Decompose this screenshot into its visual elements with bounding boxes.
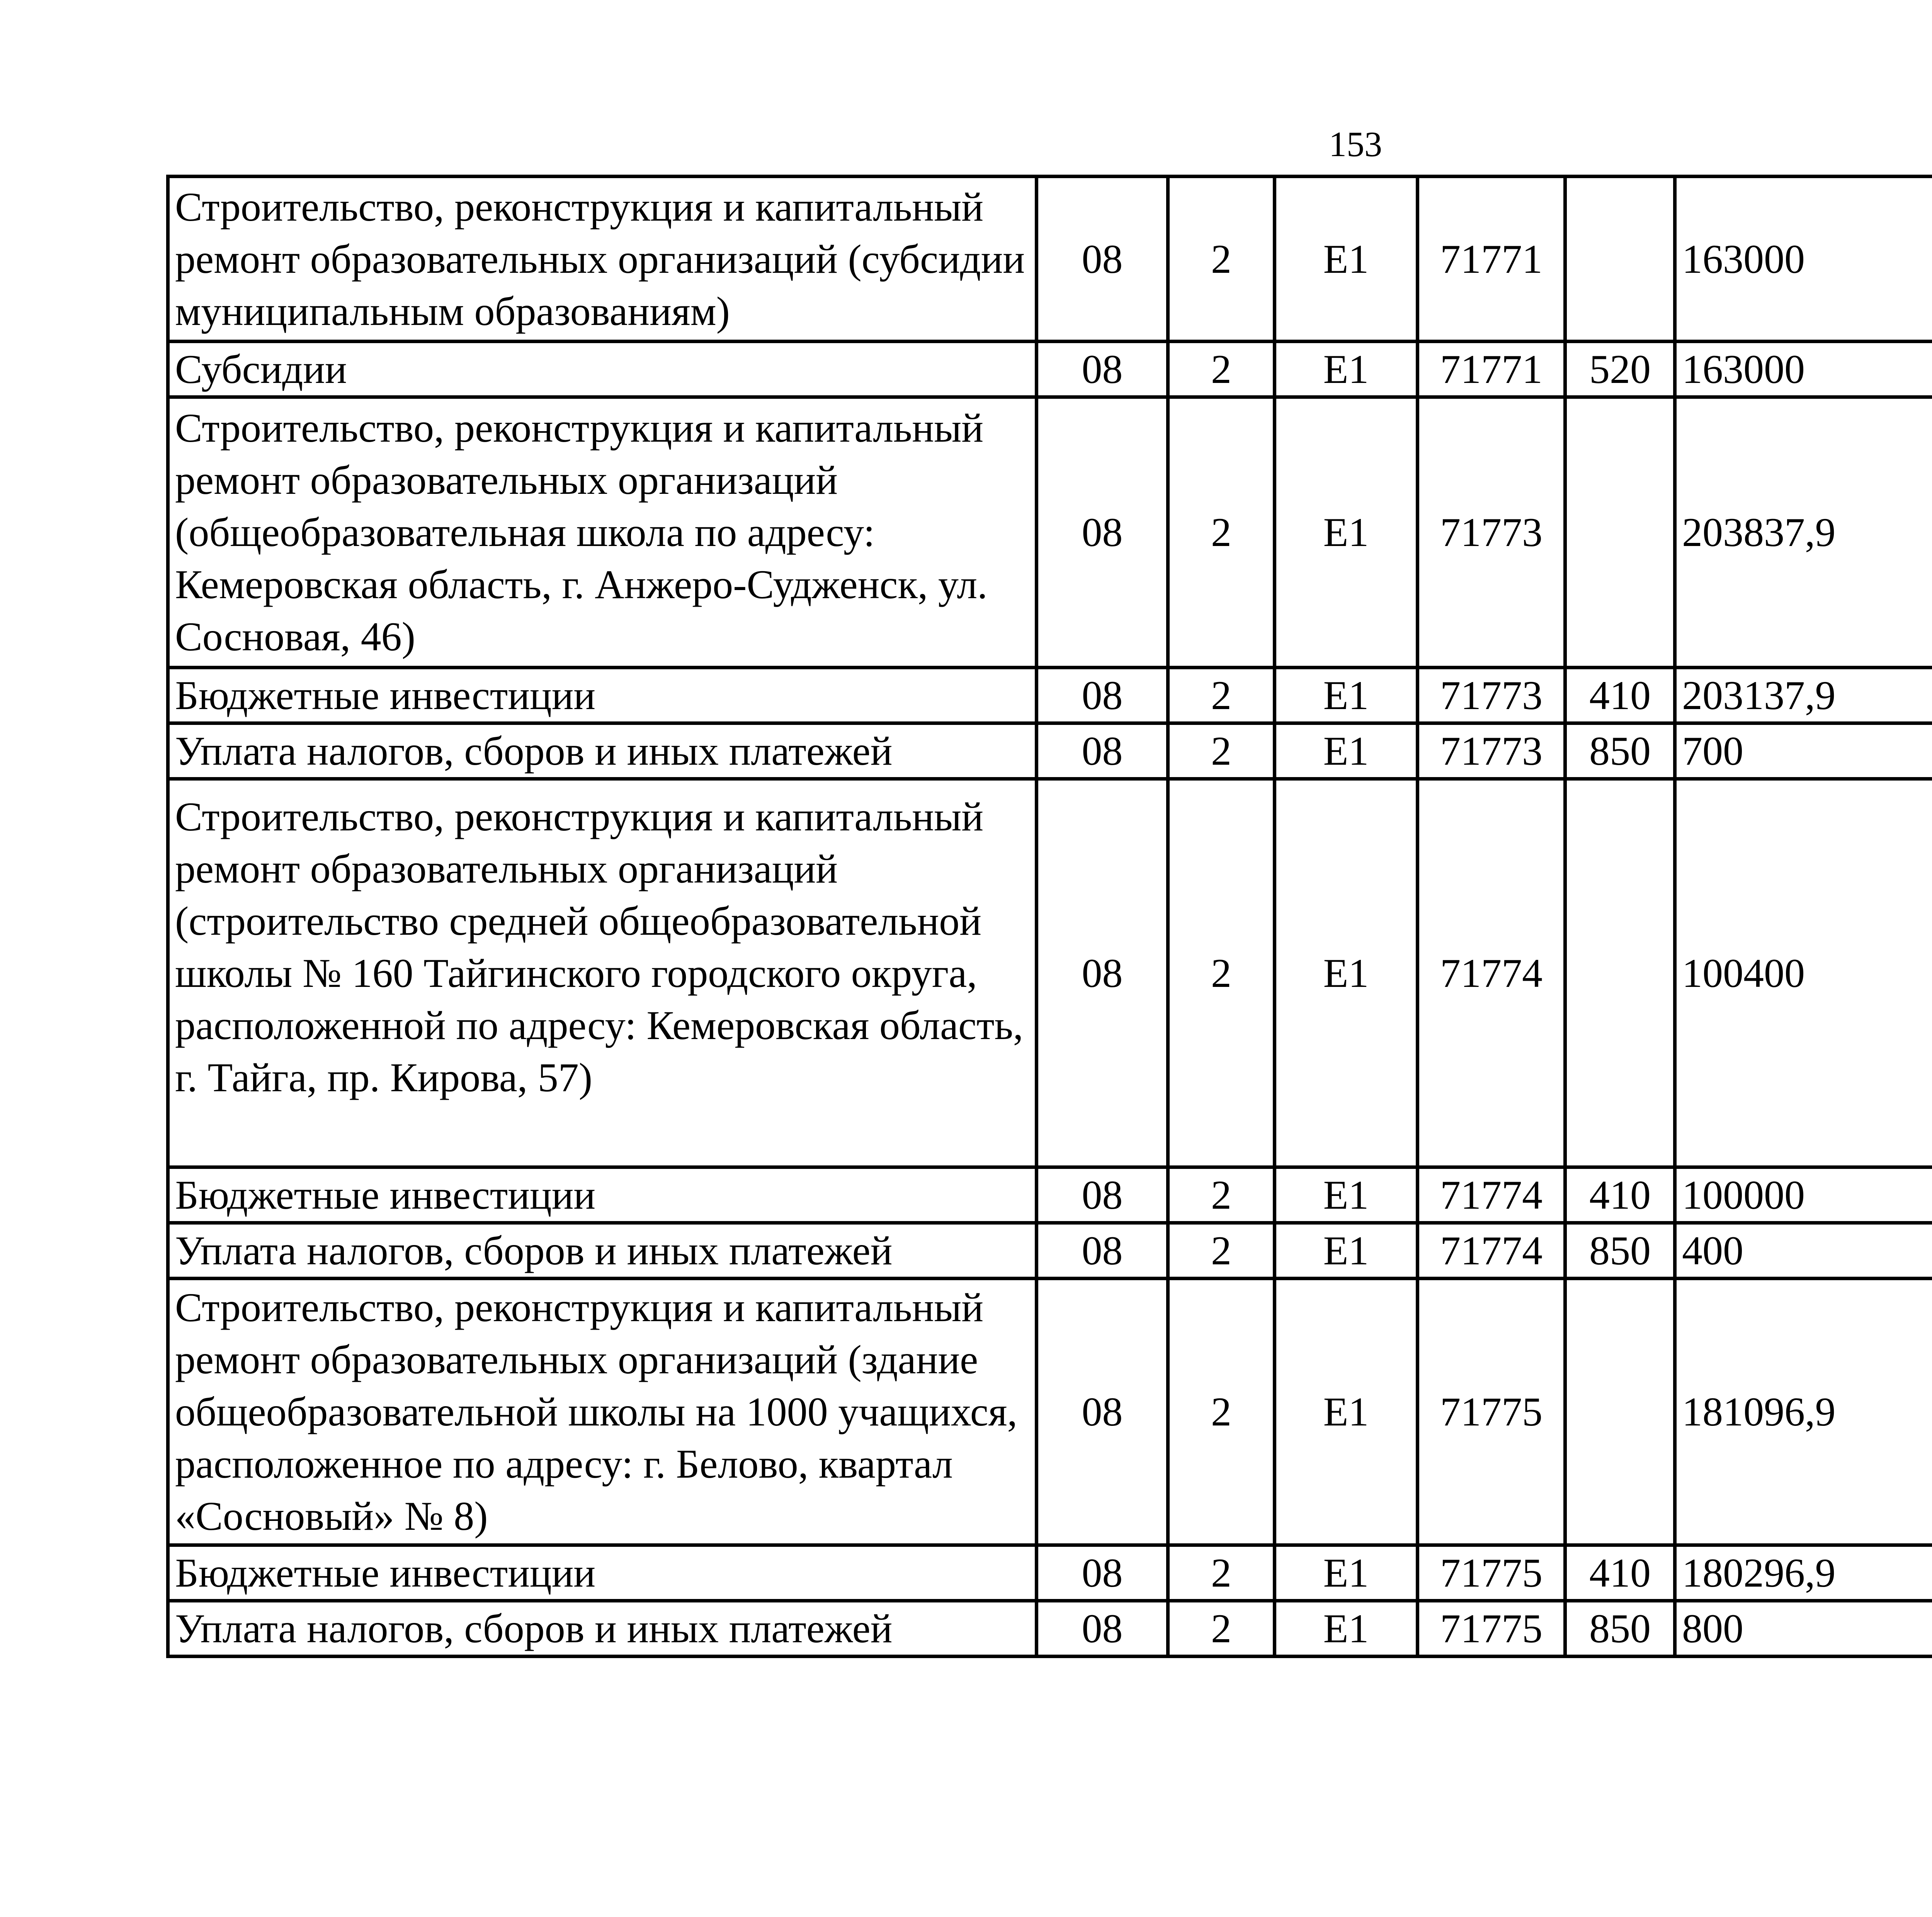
amount-year-1: 180296,9 [1675, 1545, 1932, 1601]
section-code: 08 [1037, 1279, 1168, 1545]
table-row [168, 177, 1932, 342]
subprogram-code: Е1 [1275, 1545, 1418, 1601]
item-code: 71771 [1418, 342, 1565, 397]
subprogram-code: Е1 [1275, 342, 1418, 397]
subprogram-code: Е1 [1275, 1601, 1418, 1657]
item-code: 71775 [1418, 1545, 1565, 1601]
subprogram-code: Е1 [1275, 1279, 1418, 1545]
table-row [168, 1545, 1932, 1601]
subprogram-code: Е1 [1275, 779, 1418, 1167]
table-row [168, 1601, 1932, 1657]
table-row [168, 1167, 1932, 1223]
table-row [168, 397, 1932, 668]
section-code: 08 [1037, 1167, 1168, 1223]
item-code: 71773 [1418, 723, 1565, 779]
table-row [168, 342, 1932, 397]
item-code: 71771 [1418, 177, 1565, 342]
program-code: 2 [1168, 779, 1275, 1167]
program-code: 2 [1168, 1223, 1275, 1279]
program-code: 2 [1168, 1167, 1275, 1223]
section-code: 08 [1037, 779, 1168, 1167]
section-code: 08 [1037, 177, 1168, 342]
expense-type-code [1565, 779, 1675, 1167]
amount-year-1: 100400 [1675, 779, 1932, 1167]
row-name: Уплата налогов, сборов и иных платежей [168, 723, 1037, 779]
section-code: 08 [1037, 723, 1168, 779]
program-code: 2 [1168, 342, 1275, 397]
page-number: 153 [1329, 124, 1382, 164]
program-code: 2 [1168, 1279, 1275, 1545]
amount-year-1: 400 [1675, 1223, 1932, 1279]
program-code: 2 [1168, 1545, 1275, 1601]
row-name: Бюджетные инвестиции [168, 668, 1037, 723]
cell-spacer [175, 1104, 1029, 1156]
expense-type-code [1565, 397, 1675, 668]
amount-year-1: 800 [1675, 1601, 1932, 1657]
expense-type-code [1565, 177, 1675, 342]
section-code: 08 [1037, 1545, 1168, 1601]
section-code: 08 [1037, 1223, 1168, 1279]
subprogram-code: Е1 [1275, 397, 1418, 668]
subprogram-code: Е1 [1275, 668, 1418, 723]
row-name [168, 779, 1037, 1167]
subprogram-code: Е1 [1275, 723, 1418, 779]
subprogram-code: Е1 [1275, 177, 1418, 342]
budget-table [166, 175, 1932, 1658]
table-row [168, 1223, 1932, 1279]
section-code: 08 [1037, 342, 1168, 397]
section-code: 08 [1037, 1601, 1168, 1657]
program-code: 2 [1168, 397, 1275, 668]
row-name: Строительство, реконструкция и капитальный ремонт образовательных организаций (здание общеобразовательной школы на 1000 учащихся, расположенное по адресу: г. Белово, квартал «Сосновый» № 8) [168, 1279, 1037, 1545]
row-name: Уплата налогов, сборов и иных платежей [168, 1223, 1037, 1279]
section-code: 08 [1037, 397, 1168, 668]
item-code: 71773 [1418, 668, 1565, 723]
section-code: 08 [1037, 668, 1168, 723]
row-name: Субсидии [168, 342, 1037, 397]
amount-year-1: 203137,9 [1675, 668, 1932, 723]
row-name-text: Строительство, реконструкция и капитальный ремонт образовательных организаций (строительство средней общеобразовательной школы № 160 Тайгинского городского округа, расположенной по адресу: Кемеровская область, г. Тайга, пр. Кирова, 57) [175, 794, 1024, 1100]
amount-year-1: 163000 [1675, 177, 1932, 342]
program-code: 2 [1168, 723, 1275, 779]
expense-type-code: 520 [1565, 342, 1675, 397]
expense-type-code: 410 [1565, 1545, 1675, 1601]
item-code: 71775 [1418, 1279, 1565, 1545]
table-row [168, 668, 1932, 723]
table-row [168, 723, 1932, 779]
table-row [168, 779, 1932, 1167]
item-code: 71775 [1418, 1601, 1565, 1657]
expense-type-code [1565, 1279, 1675, 1545]
expense-type-code: 410 [1565, 668, 1675, 723]
row-name: Бюджетные инвестиции [168, 1545, 1037, 1601]
expense-type-code: 850 [1565, 723, 1675, 779]
expense-type-code: 410 [1565, 1167, 1675, 1223]
program-code: 2 [1168, 1601, 1275, 1657]
amount-year-1: 100000 [1675, 1167, 1932, 1223]
expense-type-code: 850 [1565, 1223, 1675, 1279]
program-code: 2 [1168, 177, 1275, 342]
subprogram-code: Е1 [1275, 1167, 1418, 1223]
row-name: Бюджетные инвестиции [168, 1167, 1037, 1223]
amount-year-1: 181096,9 [1675, 1279, 1932, 1545]
program-code: 2 [1168, 668, 1275, 723]
row-name: Строительство, реконструкция и капитальный ремонт образовательных организаций (субсидии муниципальным образованиям) [168, 177, 1037, 342]
row-name: Уплата налогов, сборов и иных платежей [168, 1601, 1037, 1657]
item-code: 71774 [1418, 1167, 1565, 1223]
row-name: Строительство, реконструкция и капитальный ремонт образовательных организаций (общеобразовательная школа по адресу: Кемеровская область, г. Анжеро-Судженск, ул. Сосновая, 46) [168, 397, 1037, 668]
amount-year-1: 700 [1675, 723, 1932, 779]
item-code: 71773 [1418, 397, 1565, 668]
amount-year-1: 163000 [1675, 342, 1932, 397]
item-code: 71774 [1418, 779, 1565, 1167]
subprogram-code: Е1 [1275, 1223, 1418, 1279]
item-code: 71774 [1418, 1223, 1565, 1279]
expense-type-code: 850 [1565, 1601, 1675, 1657]
amount-year-1: 203837,9 [1675, 397, 1932, 668]
table-row [168, 1279, 1932, 1545]
